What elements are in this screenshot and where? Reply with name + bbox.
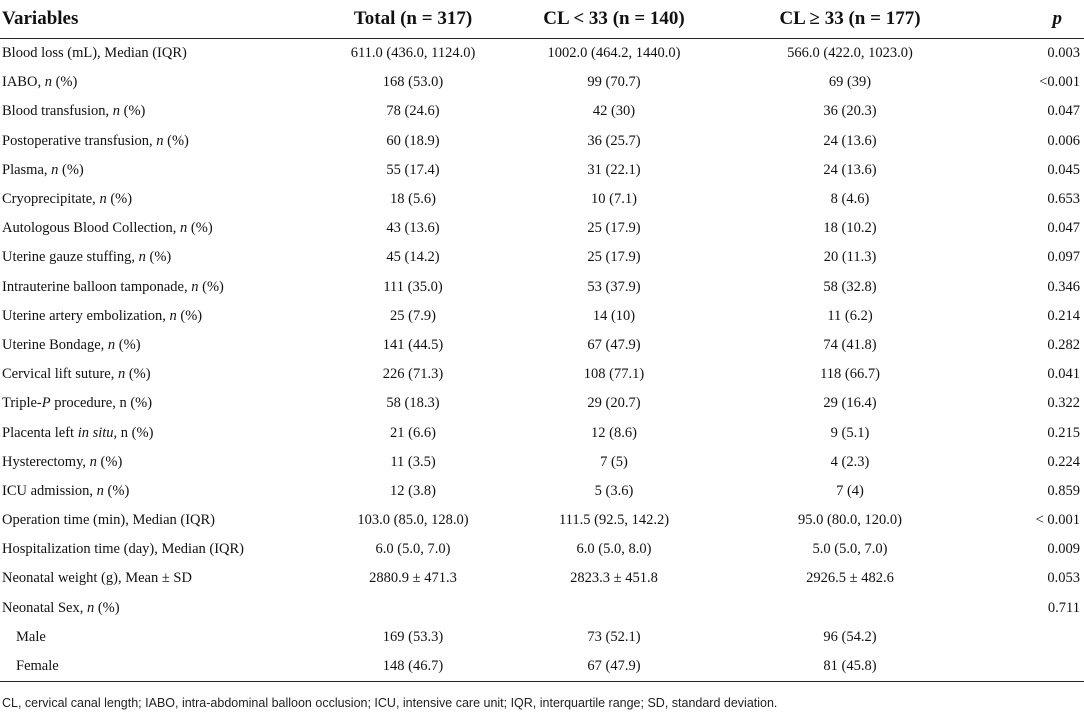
variable-cell (0, 214, 330, 243)
cl-ge-33-cell: 24 (13.6) (823, 161, 877, 178)
cl-lt-33-cell: 36 (25.7) (587, 132, 641, 149)
variable-suffix: (%) (198, 278, 224, 295)
cl-lt-33-cell: 29 (20.7) (587, 395, 641, 412)
total-cell: 43 (13.6) (386, 220, 440, 237)
variable-italic-part: n (156, 132, 164, 149)
cl-ge-33-cell: 11 (6.2) (827, 307, 873, 324)
variable-suffix: (%) (125, 366, 151, 383)
variable-cell (0, 418, 330, 447)
cl-ge-33-cell: 20 (11.3) (823, 249, 877, 266)
table-row (0, 97, 1084, 126)
variable-cell (0, 389, 330, 418)
p-value-cell: <0.001 (1039, 74, 1080, 91)
cl-ge-33-cell: 9 (5.1) (830, 424, 870, 441)
total-cell: 12 (3.8) (390, 482, 436, 499)
variable-suffix: (%) (187, 220, 213, 237)
table-row (0, 331, 1084, 360)
cl-lt-33-cell: 108 (77.1) (583, 366, 645, 383)
cl-lt-33-cell: 67 (47.9) (496, 652, 732, 682)
cl-ge-33-cell: 7 (4) (836, 482, 864, 499)
variable-suffix: procedure, n (%) (50, 395, 153, 412)
variable-label: Plasma, (2, 161, 52, 178)
variable-cell (0, 243, 330, 272)
p-value-cell (968, 652, 1084, 682)
p-value-cell: 0.009 (1047, 541, 1080, 558)
cl-lt-33-cell: 7 (5) (600, 453, 628, 470)
total-cell: 111 (35.0) (383, 278, 443, 295)
variable-label: IABO, (2, 74, 45, 91)
cl-lt-33-cell: 5 (3.6) (594, 482, 634, 499)
table-row (0, 39, 1084, 69)
header-cl-ge-label: CL ≥ 33 (779, 8, 844, 29)
cl-lt-33-cell (496, 594, 732, 623)
variable-cell (0, 623, 330, 652)
variable-cell (0, 68, 330, 97)
variable-label: Uterine artery embolization, (2, 307, 170, 324)
variable-label: Cervical lift suture, (2, 366, 118, 383)
cl-ge-33-cell: 96 (54.2) (823, 628, 877, 645)
cl-ge-33-cell (732, 594, 968, 623)
cl-lt-33-cell: 31 (22.1) (587, 161, 641, 178)
variable-suffix: (%) (58, 161, 84, 178)
variable-cell (0, 535, 330, 564)
variable-suffix: (%) (145, 249, 172, 266)
total-cell: 58 (18.3) (386, 395, 440, 412)
cl-ge-33-cell: 74 (41.8) (823, 336, 877, 353)
variable-label: Placenta left (2, 424, 78, 441)
p-value-cell: 0.041 (1047, 366, 1080, 383)
variable-italic-part: n (96, 482, 104, 499)
p-value-cell: 0.653 (1047, 191, 1080, 208)
p-value-cell: 0.224 (1047, 453, 1080, 470)
header-total (330, 0, 496, 39)
variable-suffix: (%) (103, 482, 130, 499)
total-cell: 148 (46.7) (330, 652, 496, 682)
header-cl-lt-n: (n = 140) (612, 8, 685, 29)
variable-italic-part: n (112, 103, 121, 120)
variable-label: Blood loss (mL), Median (IQR) (2, 45, 187, 62)
total-cell: 55 (17.4) (386, 161, 440, 178)
variable-cell (0, 127, 330, 156)
p-value-cell: 0.053 (1047, 570, 1080, 587)
variable-italic-part: n (99, 191, 107, 208)
variable-label: Uterine Bondage, (2, 336, 108, 353)
total-cell: 169 (53.3) (382, 628, 444, 645)
header-total-label: Total (353, 8, 396, 29)
p-value-cell: 0.047 (1047, 220, 1080, 237)
variable-cell (0, 652, 330, 682)
variable-label: Postoperative transfusion, (2, 132, 157, 149)
variable-cell (0, 564, 330, 593)
table-row (0, 360, 1084, 389)
p-value-cell: 0.047 (1047, 103, 1080, 120)
table-row (0, 564, 1084, 593)
cl-ge-33-cell: 566.0 (422.0, 1023.0) (787, 45, 913, 62)
variable-suffix: (%) (176, 307, 203, 324)
cl-ge-33-cell: 24 (13.6) (823, 132, 877, 149)
variable-suffix: (%) (120, 103, 146, 120)
total-cell: 226 (71.3) (382, 366, 444, 383)
total-cell: 103.0 (85.0, 128.0) (357, 512, 469, 529)
table-body (0, 39, 1084, 682)
variable-cell (0, 273, 330, 302)
cl-ge-33-cell: 5.0 (5.0, 7.0) (812, 541, 888, 558)
variable-label: ICU admission, (2, 482, 97, 499)
variable-label: Uterine gauze stuffing, (2, 249, 139, 266)
p-value-cell: 0.006 (1047, 132, 1080, 149)
cl-lt-33-cell: 99 (70.7) (587, 74, 641, 91)
variable-label: Hospitalization time (day), Median (IQR) (2, 541, 245, 558)
variable-italic-part: n (117, 366, 126, 383)
variable-label: Triple- (2, 395, 42, 412)
cl-lt-33-cell: 25 (17.9) (587, 249, 641, 266)
variable-italic-part: n (86, 599, 95, 616)
variable-cell (0, 185, 330, 214)
variable-cell (0, 506, 330, 535)
cl-lt-33-cell: 14 (10) (592, 307, 636, 324)
cl-ge-33-cell: 29 (16.4) (823, 395, 877, 412)
total-cell: 611.0 (436.0, 1124.0) (350, 45, 476, 62)
total-cell: 2880.9 ± 471.3 (369, 570, 457, 587)
variable-cell (0, 39, 330, 69)
cl-ge-33-cell: 4 (2.3) (830, 453, 870, 470)
table-row (0, 214, 1084, 243)
p-value-cell: 0.003 (1047, 45, 1080, 62)
cl-lt-33-cell: 1002.0 (464.2, 1440.0) (547, 45, 681, 62)
cl-ge-33-cell: 18 (10.2) (823, 220, 877, 237)
variable-suffix: (%) (106, 191, 133, 208)
variable-italic-part: n (180, 220, 188, 237)
table-row (0, 273, 1084, 302)
cl-ge-33-cell: 69 (39) (828, 74, 872, 91)
header-cl-lt-33 (496, 0, 732, 39)
header-row (0, 0, 1084, 39)
p-value-cell: 0.711 (1047, 599, 1080, 616)
header-cl-ge-33 (732, 0, 968, 39)
cl-ge-33-cell: 2926.5 ± 482.6 (806, 570, 894, 587)
variable-label: Female (16, 658, 59, 675)
variable-italic-part: n (169, 307, 177, 324)
variable-suffix: (%) (51, 74, 78, 91)
p-value-cell: 0.859 (1047, 482, 1080, 499)
cl-lt-33-cell: 12 (8.6) (591, 424, 637, 441)
p-value-cell: 0.282 (1047, 336, 1080, 353)
table-row (0, 68, 1084, 97)
variable-italic-part: n (89, 453, 97, 470)
total-cell: 141 (44.5) (382, 336, 444, 353)
cl-lt-33-cell: 53 (37.9) (587, 278, 641, 295)
p-value-cell: 0.097 (1047, 249, 1080, 266)
cl-ge-33-cell: 36 (20.3) (823, 103, 877, 120)
variable-cell (0, 594, 330, 623)
cl-ge-33-cell: 81 (45.8) (732, 652, 968, 682)
table-row (0, 535, 1084, 564)
p-value-cell: 0.214 (1047, 307, 1080, 324)
variable-label: Male (16, 628, 46, 645)
variable-cell (0, 156, 330, 185)
total-cell: 78 (24.6) (386, 103, 440, 120)
variable-cell (0, 448, 330, 477)
total-cell: 6.0 (5.0, 7.0) (375, 541, 451, 558)
header-total-n: (n = 317) (400, 8, 473, 29)
header-cl-ge-n: (n = 177) (848, 8, 921, 29)
table-row (0, 156, 1084, 185)
p-value-cell: 0.045 (1047, 161, 1080, 178)
p-value-cell: 0.215 (1047, 424, 1080, 441)
variable-italic-part: in situ (77, 424, 114, 441)
table-row (0, 389, 1084, 418)
table-row (0, 185, 1084, 214)
cl-ge-33-cell: 8 (4.6) (830, 191, 870, 208)
variable-suffix: (%) (163, 132, 189, 149)
total-cell: 60 (18.9) (386, 132, 440, 149)
variable-cell (0, 97, 330, 126)
variable-label: Operation time (min), Median (IQR) (2, 512, 216, 529)
variable-label: Autologous Blood Collection, (2, 220, 181, 237)
variable-label: Intrauterine balloon tamponade, (2, 278, 192, 295)
variable-cell (0, 477, 330, 506)
table-row (0, 302, 1084, 331)
variable-label: Neonatal weight (g), Mean ± SD (2, 570, 192, 587)
variable-italic-part: n (107, 336, 116, 353)
cl-lt-33-cell: 111.5 (92.5, 142.2) (558, 512, 670, 529)
variable-label: Hysterectomy, (2, 453, 90, 470)
table-row (0, 243, 1084, 272)
table-footnote: CL, cervical canal length; IABO, intra-abdominal balloon occlusion; ICU, intensive care unit; IQR, interquartile range; SD, standard deviation. (2, 696, 778, 710)
variable-italic-part: n (138, 249, 146, 266)
table-row (0, 594, 1084, 623)
variable-suffix: (%) (115, 336, 141, 353)
table-row (0, 652, 1084, 682)
total-cell: 21 (6.6) (390, 424, 436, 441)
total-cell: 168 (53.0) (382, 74, 444, 91)
variable-cell (0, 360, 330, 389)
p-value-cell: < 0.001 (1035, 512, 1080, 529)
total-cell: 45 (14.2) (386, 249, 440, 266)
total-cell: 25 (7.9) (390, 307, 436, 324)
cl-ge-33-cell: 58 (32.8) (823, 278, 877, 295)
variable-suffix: , n (%) (113, 424, 154, 441)
header-p-value: p (968, 0, 1084, 39)
variable-suffix: (%) (96, 453, 123, 470)
total-cell: 18 (5.6) (390, 191, 436, 208)
variable-suffix: (%) (94, 599, 120, 616)
header-cl-lt-label: CL < 33 (543, 8, 608, 29)
cl-lt-33-cell: 73 (52.1) (587, 628, 641, 645)
table-row (0, 623, 1084, 652)
cl-lt-33-cell: 10 (7.1) (591, 191, 637, 208)
cl-lt-33-cell: 6.0 (5.0, 8.0) (576, 541, 652, 558)
cl-lt-33-cell: 42 (30) (592, 103, 636, 120)
p-value-cell: 0.346 (1047, 278, 1080, 295)
table-row (0, 477, 1084, 506)
table-row (0, 418, 1084, 447)
cl-lt-33-cell: 2823.3 ± 451.8 (570, 570, 658, 587)
variable-italic-part: n (51, 161, 59, 178)
p-value-cell (968, 623, 1084, 652)
cl-ge-33-cell: 118 (66.7) (820, 366, 880, 383)
variable-cell (0, 302, 330, 331)
variable-cell (0, 331, 330, 360)
header-variables: Variables (0, 0, 330, 39)
variable-italic-part: n (44, 74, 52, 91)
table-row (0, 506, 1084, 535)
total-cell (330, 594, 496, 623)
variable-label: Neonatal Sex, (2, 599, 87, 616)
p-value-cell: 0.322 (1047, 395, 1080, 412)
variable-label: Blood transfusion, (2, 103, 113, 120)
table-row (0, 448, 1084, 477)
variable-italic-part: P (41, 395, 51, 412)
variable-label: Cryoprecipitate, (2, 191, 100, 208)
table-row (0, 127, 1084, 156)
total-cell: 11 (3.5) (390, 453, 436, 470)
cl-lt-33-cell: 67 (47.9) (587, 336, 641, 353)
cl-ge-33-cell: 95.0 (80.0, 120.0) (798, 512, 902, 529)
cl-lt-33-cell: 25 (17.9) (587, 220, 641, 237)
variable-italic-part: n (191, 278, 199, 295)
